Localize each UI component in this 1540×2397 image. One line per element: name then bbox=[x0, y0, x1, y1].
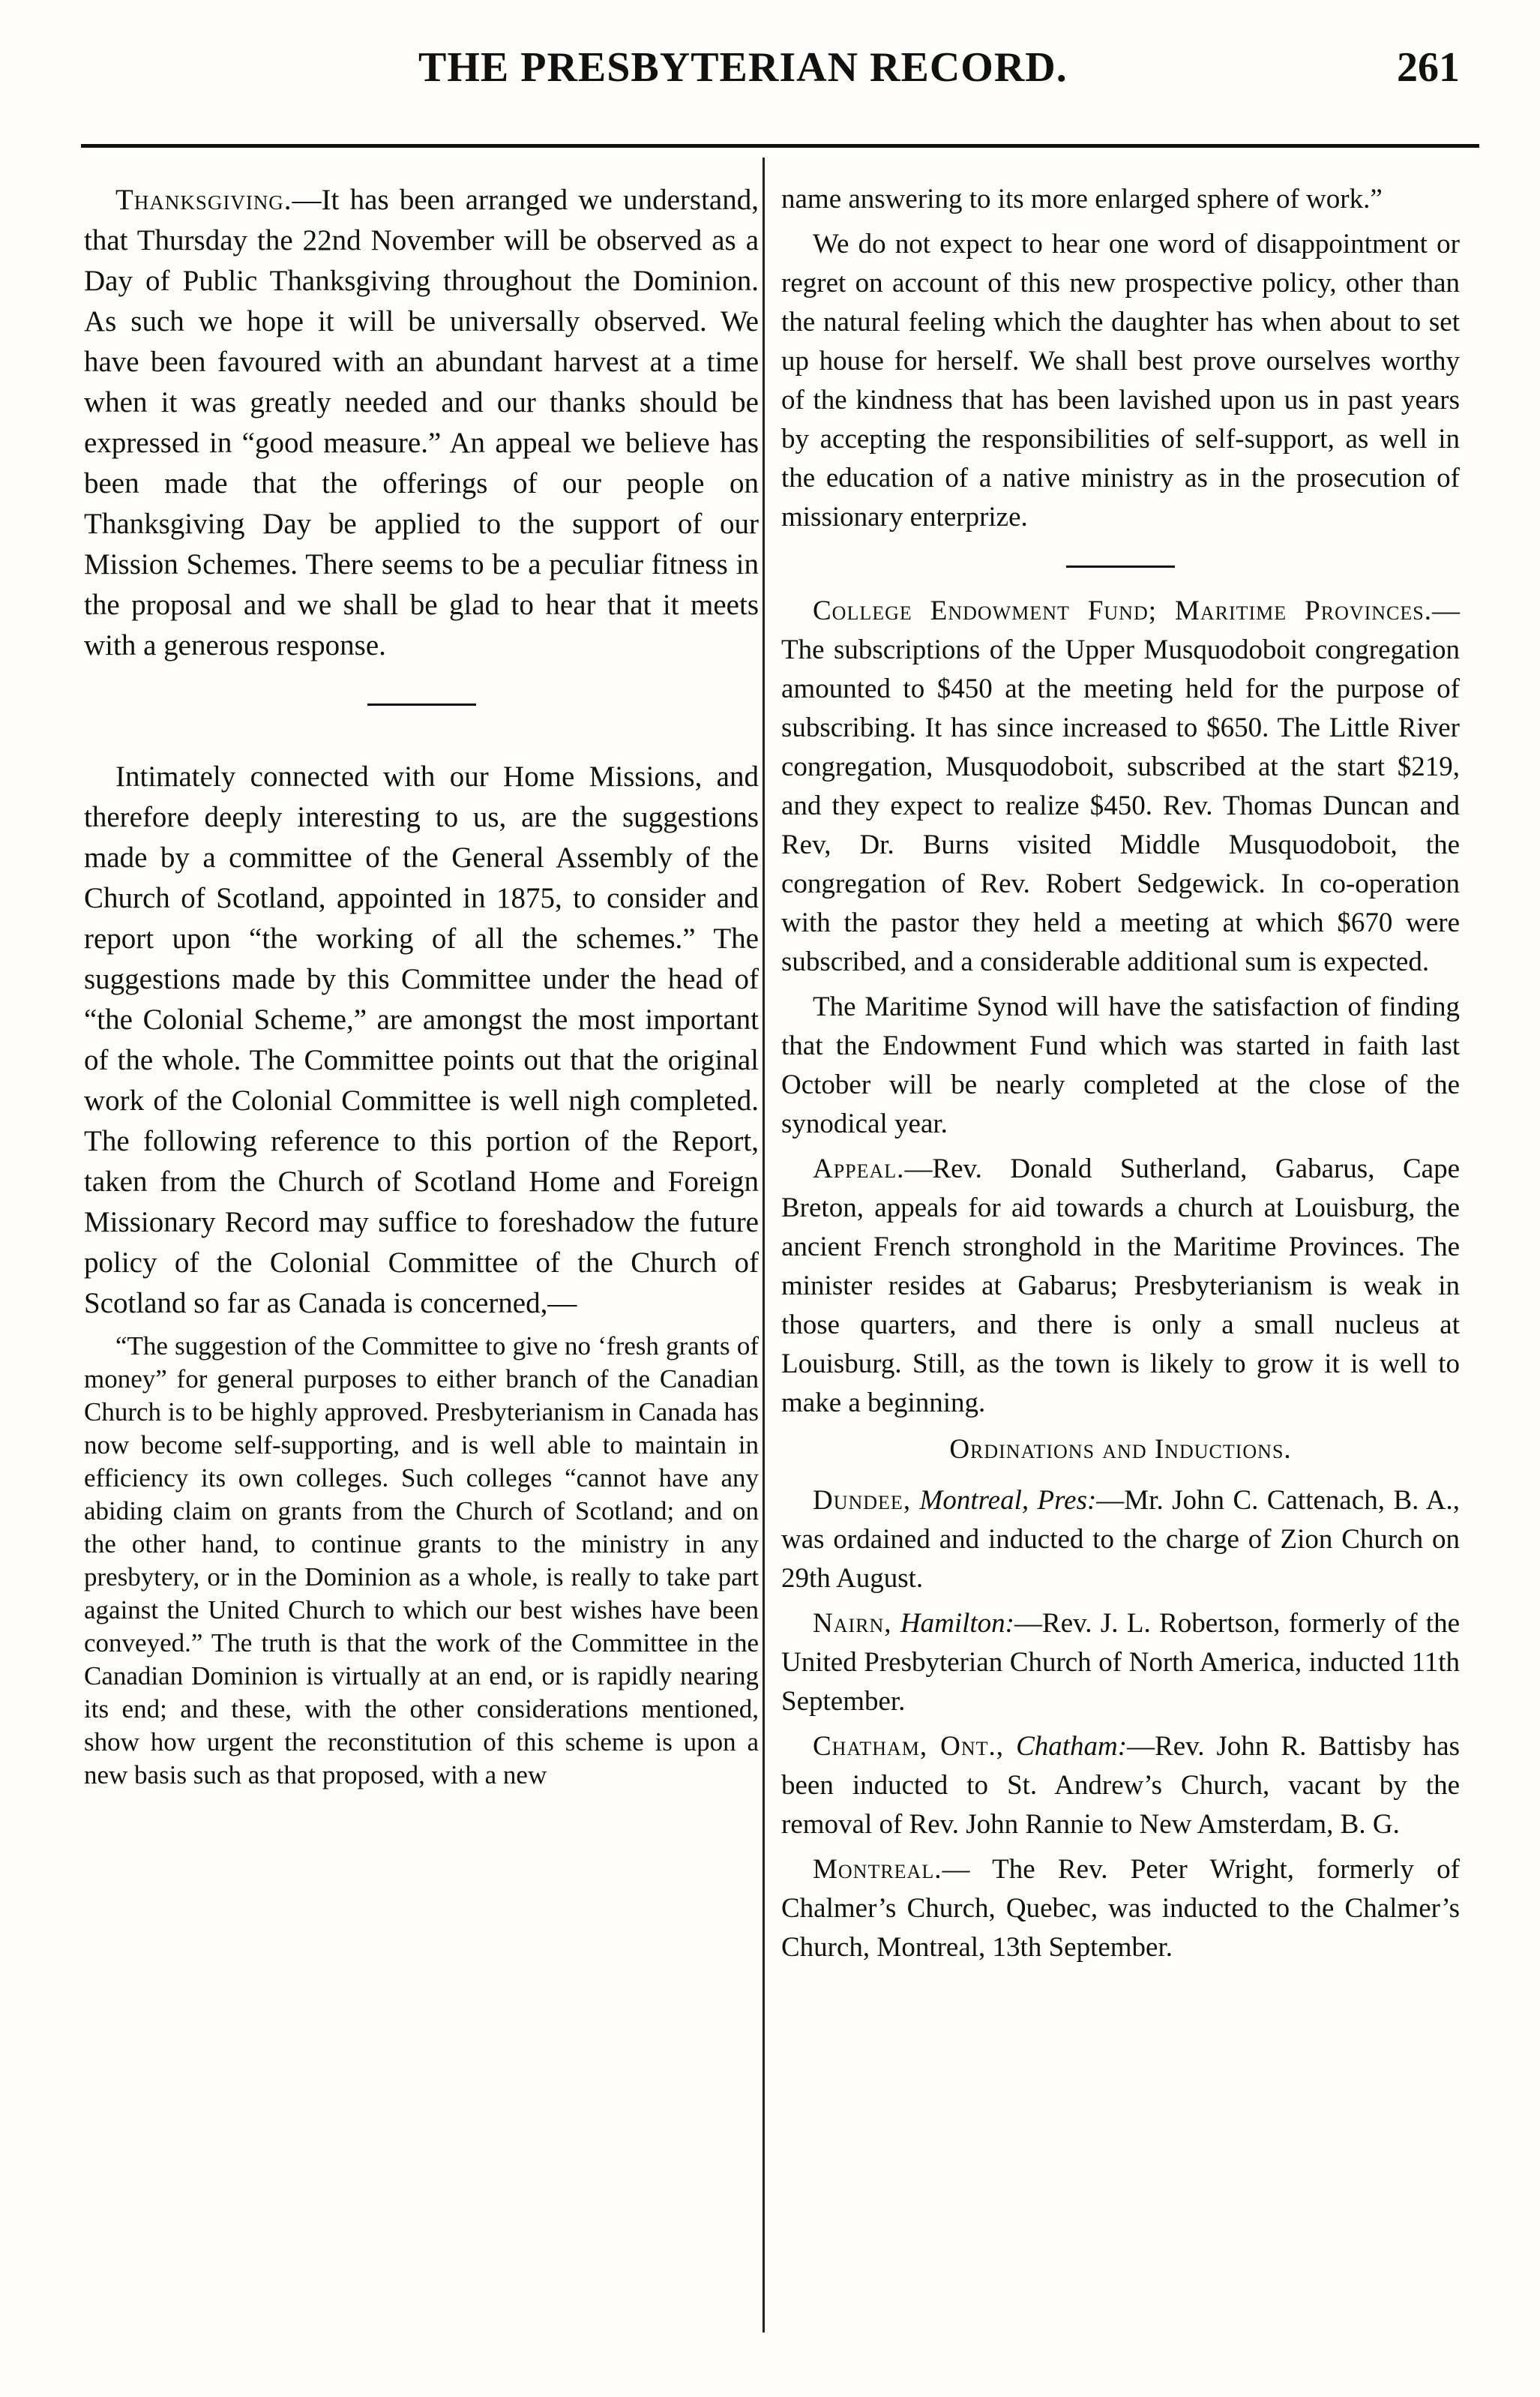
montreal-paragraph bbox=[781, 1850, 1460, 1967]
page-header bbox=[81, 44, 1479, 134]
page-number: 261 bbox=[1397, 44, 1460, 91]
home-missions-paragraph: Intimately connected with our Home Missions, and therefore deeply interesting to us, are the suggestions made by a committee of the General Assembly of the Church of Scotland, appointed in 1875, to consider and report upon “the working of all the schemes.” The suggestions made by this Committee under the head of “the Colonial Scheme,” are amongst the most important of the whole. The Committee points out that the original work of the Colonial Committee is well nigh completed. The following reference to this portion of the Report, taken from the Church of Scotland Home and Foreign Missionary Record may suffice to foreshadow the future policy of the Colonial Committee of the Church of Scotland so far as Canada is concerned,— bbox=[84, 760, 759, 1319]
quoted-report-paragraph: “The suggestion of the Committee to give no ‘fresh grants of money” for general purposes to either branch of the Canadian Church is to be highly approved. Presbyterianism in Canada has now become self-supporting, and is well able to maintain in efficiency its own colleges. Such colleges “cannot have any abiding claim on grants from the Church of Scotland; and on the other hand, to continue grants to the ministry in any presbytery, or in the Dominion as a whole, is really to take part against the United Church to which our best wishes have been conveyed.” The truth is that the work of the Committee in the Canadian Dominion is virtually at an end, or is rapidly nearing its end; and these, with the other considerations mentioned, show how urgent the reconstitution of this scheme is upon a new basis such as that proposed, with a new bbox=[84, 1331, 759, 1790]
dundee-paragraph bbox=[781, 1481, 1460, 1598]
left-column bbox=[84, 180, 759, 1798]
thanksgiving-lead: Thanksgiving. bbox=[115, 184, 292, 216]
dundee-lead: Dundee, bbox=[813, 1485, 912, 1516]
chatham-text: —Rev. John R. Battisby has been inducted to St. Andrew’s Church, vacant by the removal of Rev. John Rannie to New Amsterdam, B. G. bbox=[781, 1731, 1461, 1840]
chatham-paragraph bbox=[781, 1727, 1460, 1844]
appeal-text: —Rev. Donald Sutherland, Gabarus, Cape Breton, appeals for aid towards a church at Louisburg, the ancient French stronghold in the Maritime Provinces. The minister resides at Gabarus; Presbyterianism is weak in those quarters, and there is only a small nucleus at Louisburg. Still, as the town is likely to grow it is well to make a beginning. bbox=[781, 1154, 1460, 1418]
header-rule bbox=[81, 144, 1479, 148]
dundee-text: —Mr. John C. Cattenach, B. A., was ordained and inducted to the charge of Zion Church on 29th August. bbox=[781, 1485, 1460, 1594]
policy-paragraph: We do not expect to hear one word of disappointment or regret on account of this new prospective policy, other than the natural feeling which the daughter has when about to set up house for herself. We shall best prove ourselves worthy of the kindness that has been lavished upon us in past years by accepting the responsibilities of self-support, as well in the education of a native ministry as in the prosecution of missionary enterprize. bbox=[781, 229, 1460, 532]
endowment-text: —The subscriptions of the Upper Musquodoboit congregation amounted to $450 at the meeting held for the purpose of subscribing. It has since increased to $650. The Little River congregation, Musquodoboit, subscribed at the start $219, and they expect to realize $450. Rev. Thomas Duncan and Rev, Dr. Burns visited Middle Musquodoboit, the congregation of Rev. Robert Sedgewick. In co-operation with the pastor they held a meeting at which $670 were subscribed, and a considerable additional sum is expected. bbox=[781, 596, 1460, 977]
publication-title: THE PRESBYTERIAN RECORD. bbox=[418, 44, 1068, 91]
nairn-text: —Rev. J. L. Robertson, formerly of the United Presbyterian Church of North America, inducted 11th September. bbox=[781, 1608, 1460, 1717]
synod-paragraph: The Maritime Synod will have the satisfaction of finding that the Endowment Fund which was started in faith last October will be nearly completed at the close of the synodical year. bbox=[781, 992, 1460, 1139]
chatham-italic: Chatham: bbox=[1016, 1731, 1128, 1762]
section-rule-right bbox=[1066, 566, 1175, 568]
nairn-lead: Nairn, bbox=[813, 1608, 892, 1639]
continuation-paragraph: name answering to its more enlarged sphere of work.” bbox=[781, 184, 1383, 214]
column-divider bbox=[763, 158, 765, 2332]
endowment-paragraph bbox=[781, 592, 1460, 982]
nairn-paragraph bbox=[781, 1604, 1460, 1721]
endowment-lead: College Endowment Fund; Maritime Provinces. bbox=[813, 596, 1432, 626]
montreal-text: — The Rev. Peter Wright, formerly of Chalmer’s Church, Quebec, was inducted to the Chalmer’s Church, Montreal, 13th September. bbox=[781, 1854, 1460, 1963]
chatham-lead: Chatham, Ont., bbox=[813, 1731, 1005, 1762]
dundee-italic: Montreal, Pres: bbox=[919, 1485, 1097, 1516]
right-column bbox=[781, 180, 1460, 1973]
montreal-lead: Montreal. bbox=[813, 1854, 942, 1885]
thanksgiving-text: —It has been arranged we understand, that Thursday the 22nd November will be observed as a Day of Public Thanksgiving throughout the Dominion. As such we hope it will be universally observed. We have been favoured with an abundant harvest at a time when it was greatly needed and our thanks should be expressed in “good measure.” An appeal we believe has been made that the offerings of our people on Thanksgiving Day be applied to the support of our Mission Schemes. There seems to be a peculiar fitness in the proposal and we shall be glad to hear that it meets with a generous response. bbox=[84, 184, 759, 662]
thanksgiving-paragraph bbox=[84, 180, 759, 666]
ordinations-heading: Ordinations and Inductions. bbox=[949, 1434, 1292, 1465]
appeal-paragraph bbox=[781, 1150, 1460, 1423]
appeal-lead: Appeal. bbox=[813, 1154, 905, 1184]
section-rule-left bbox=[367, 704, 476, 706]
nairn-italic: Hamilton: bbox=[900, 1608, 1015, 1639]
